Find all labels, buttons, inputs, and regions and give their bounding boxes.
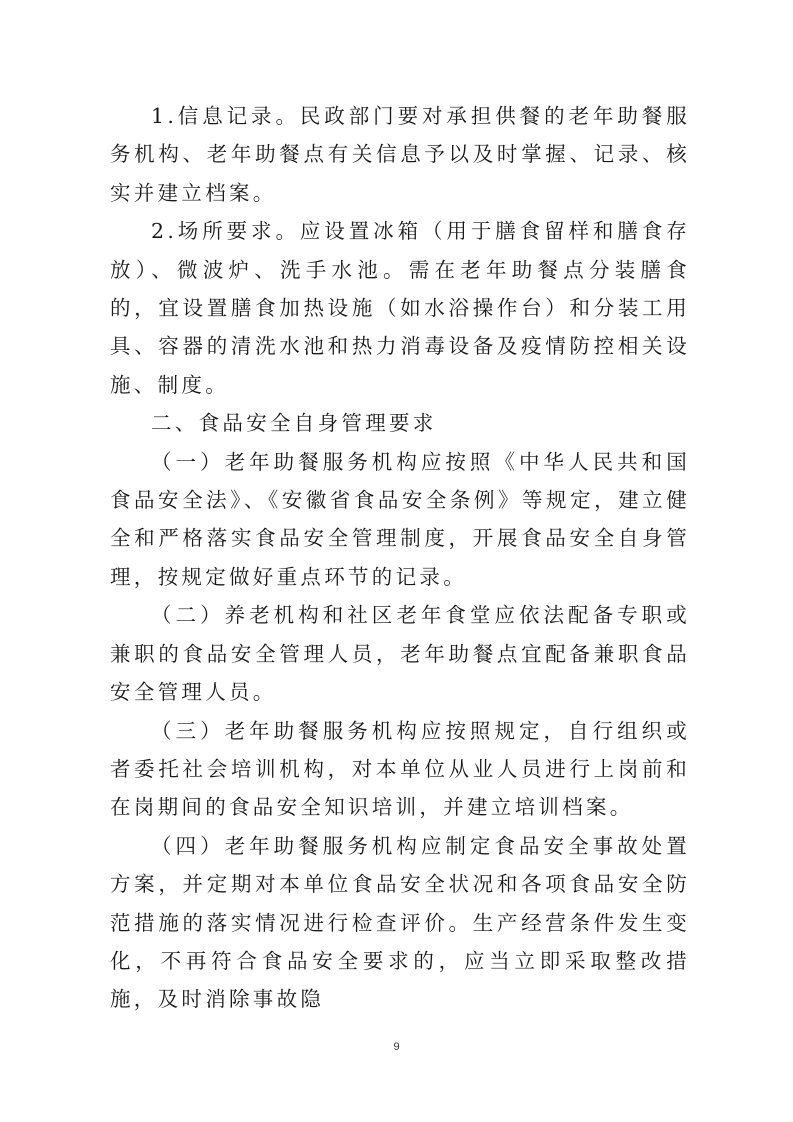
paragraph-info-record: 1.信息记录。民政部门要对承担供餐的老年助餐服务机构、老年助餐点有关信息予以及时掌握、记录、核实并建立档案。 xyxy=(110,104,690,205)
paragraph-item-1: （一）老年助餐服务机构应按照《中华人民共和国食品安全法》、《安徽省食品安全条例》等规定，建立健全和严格落实食品安全管理制度，开展食品安全自身管理，按规定做好重点环节的记录。 xyxy=(110,449,690,589)
paragraph-item-2: （二）养老机构和社区老年食堂应依法配备专职或兼职的食品安全管理人员，老年助餐点宜配备兼职食品安全管理人员。 xyxy=(110,603,690,705)
document-body xyxy=(110,97,690,1019)
page-number: 9 xyxy=(393,1041,400,1053)
paragraph-item-4: （四）老年助餐服务机构应制定食品安全事故处置方案，并定期对本单位食品安全状况和各项食品安全防范措施的落实情况进行检查评价。生产经营条件发生变化，不再符合食品安全要求的，应当立即采取整改措施，及时消除事故隐 xyxy=(110,833,690,1012)
paragraph-site-requirements: 2.场所要求。应设置冰箱（用于膳食留样和膳食存放）、微波炉、洗手水池。需在老年助餐点分装膳食的，宜设置膳食加热设施（如水浴操作台）和分装工用具、容器的清洗水池和热力消毒设备及疫情防控相关设施、制度。 xyxy=(110,219,690,397)
section-heading-food-safety-management: 二、食品安全自身管理要求 xyxy=(151,411,437,436)
paragraph-item-3: （三）老年助餐服务机构应按照规定，自行组织或者委托社会培训机构，对本单位从业人员进行上岗前和在岗期间的食品安全知识培训，并建立培训档案。 xyxy=(110,718,690,820)
